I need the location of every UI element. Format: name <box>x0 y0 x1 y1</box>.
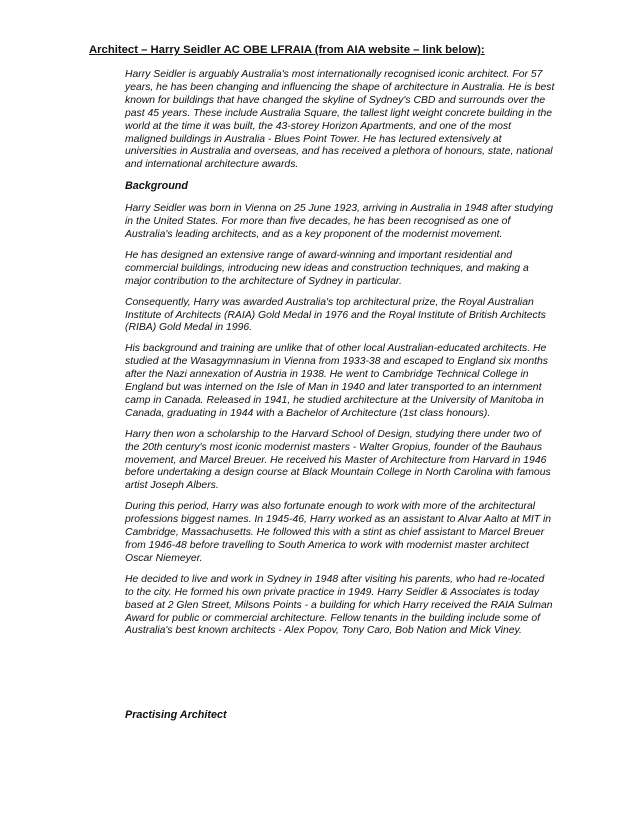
body-paragraph: He decided to live and work in Sydney in 1948 after visiting his parents, who had re-located to the city. He formed his own private practice in 1949. Harry Seidler & Associates is today based at 2 Glen Street, Milsons Points - a building for which Harry received the RAIA Sulman Award for public or commercial architecture. Fellow tenants in the building include some of Australia's best known architects - Alex Popov, Tony Caro, Bob Nation and Mick Viney. <box>125 573 553 637</box>
body-paragraph: Harry then won a scholarship to the Harvard School of Design, studying there under two of the 20th century's most iconic modernist masters - Walter Gropius, founder of the Bauhaus movement, and Marcel Breuer. He received his Master of Architecture from Harvard in 1946 before undertaking a design course at Black Mountain College in North Carolina with famous artist Joseph Albers. <box>125 428 551 492</box>
body-paragraph: During this period, Harry was also fortunate enough to work with more of the architectural professions biggest names. In 1945-46, Harry worked as an assistant to Alvar Aalto at MIT in Cambridge, Massachusetts. He followed this with a stint as chief assistant to Marcel Breuer from 1946-48 before travelling to South America to work with modernist master architect Oscar Niemeyer. <box>125 501 552 564</box>
practising-architect-heading: Practising Architect <box>125 709 227 721</box>
body-paragraph: Harry Seidler was born in Vienna on 25 June 1923, arriving in Australia in 1948 after studying in the United States. For more than five decades, he has been recognised as one of Australia's leading architects, and as a key proponent of the modernist movement. <box>125 203 553 240</box>
body-paragraph: His background and training are unlike that of other local Australian-educated architects. He studied at the Wasagymnasium in Vienna from 1933-38 and escaped to England six months after the Nazi annexation of Austria in 1938. He went to Cambridge Technical College in England but was interned on the Isle of Man in 1940 and later transported to an internment camp in Canada. Released in 1941, he studied architecture at the University of Manitoba in Canada, graduating in 1944 with a Bachelor of Architecture (1st class honours). <box>125 343 549 419</box>
body-paragraph: Consequently, Harry was awarded Australia's top architectural prize, the Royal Australian Institute of Architects (RAIA) Gold Medal in 1976 and the Royal Institute of British Architects (RIBA) Gold Medal in 1996. <box>125 296 546 334</box>
intro-paragraph: Harry Seidler is arguably Australia's most internationally recognised iconic architect. For 57 years, he has been changing and influencing the shape of architecture in Australia. He is best known for buildings that have changed the skyline of Sydney's CBD and surrounds over the past 45 years. These include Australia Square, the tallest light weight concrete building in the world at the time it was built, the 43-storey Horizon Apartments, and one of the most maligned buildings in Australia - Blues Point Tower. He has lectured extensively at universities in Australia and overseas, and has received a plethora of honours, state, national and international architecture awards. <box>125 69 555 171</box>
background-heading: Background <box>125 180 188 193</box>
page-title: Architect – Harry Seidler AC OBE LFRAIA (from AIA website – link below): <box>89 44 485 56</box>
body-paragraph: He has designed an extensive range of award-winning and important residential and commercial buildings, introducing new ideas and construction techniques, and making a major contribution to the architecture of Sydney in particular. <box>125 249 529 287</box>
document-body <box>125 69 555 646</box>
